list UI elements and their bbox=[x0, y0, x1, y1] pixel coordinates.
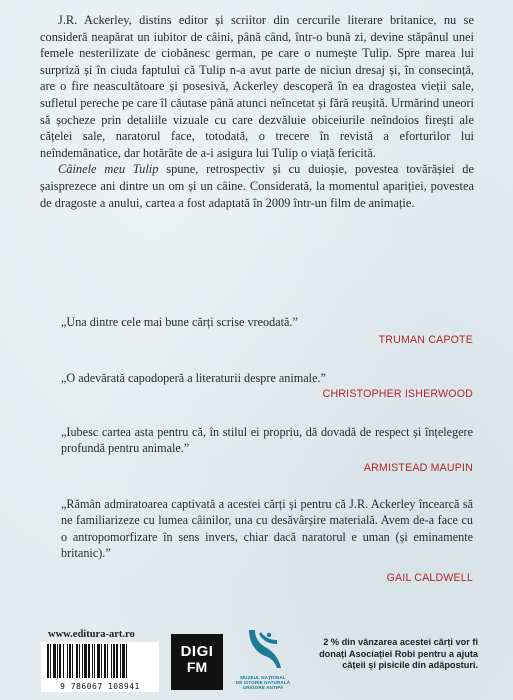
quote-1: „Una dintre cele mai bune cărți scrise vreodată.” bbox=[61, 315, 298, 329]
book-title-italic: Câinele meu Tulip bbox=[58, 162, 159, 177]
publisher-website: www.editura-art.ro bbox=[48, 629, 135, 640]
barcode-bar bbox=[72, 644, 73, 678]
barcode-bar bbox=[113, 644, 115, 678]
barcode-bar bbox=[76, 644, 78, 678]
barcode-bar bbox=[50, 644, 51, 678]
museum-emblem-icon bbox=[243, 628, 283, 670]
barcode-bar bbox=[94, 644, 95, 678]
barcode-bar bbox=[120, 644, 121, 678]
museum-name-line1: MUZEUL NAȚIONAL bbox=[240, 675, 286, 680]
barcode-bar bbox=[82, 644, 83, 678]
barcode-bar bbox=[63, 644, 64, 678]
quote-2: „O adevărată capodoperă a literaturii despre animale.” bbox=[61, 371, 326, 385]
digi-fm-logo bbox=[171, 634, 223, 690]
barcode-icon bbox=[41, 642, 159, 692]
blurb-paragraph-2-text: spune, retrospectiv și cu duioșie, povestea tovărășiei de șaisprezece ani dintre un om și un câine. Considerată, la momentul apariției, povestea de dragoste a anului, cartea a fost adaptată în 2009 într-un film de animație. bbox=[40, 162, 474, 210]
blurb-paragraph-2 bbox=[40, 161, 474, 211]
quote-1-author: TRUMAN CAPOTE bbox=[378, 334, 473, 346]
blurb-paragraph-1: J.R. Ackerley, distins editor și scriitor din cercurile literare britanice, nu se consideră neapărat un iubitor de câini, până când, într-o bună zi, devine stăpânul unei femele nesterilizate de ciobănesc german, pe care o numește Tulip. Spre marea lui surpriză și în ciuda faptului că Tulip n-a avut parte de niciun dresaj și, în consecință, are o fire neascultătoare și posesivă, Ackerley descoperă în ea dragostea vieții sale, sufletul pereche pe care îl căutase până atunci neîncetat și fără reușită. Urmărind uneori să șocheze prin detaliile vizuale cu care dezvăluie obiceiurile neîndoios firești ale cățelei sale, naratorul face, totodată, o trecere în revistă a eforturilor lui neîndemânatice, dar hotărâte de a-i asigura lui Tulip o viață fericită. bbox=[40, 13, 474, 160]
barcode-bar bbox=[126, 644, 127, 678]
isbn-number: 9 786067 108941 bbox=[41, 682, 159, 691]
museum-name-line2: DE ISTORIE NATURALĂ bbox=[235, 680, 291, 686]
quote-3: „Iubesc cartea asta pentru că, în stilul ei propriu, dă dovadă de respect și înțelegere profundă pentru animale.” bbox=[61, 425, 473, 456]
barcode-bar bbox=[88, 644, 90, 678]
barcode-bar bbox=[53, 644, 56, 678]
barcode-bar bbox=[107, 644, 108, 678]
digi-fm-line1: DIGI bbox=[180, 643, 214, 660]
quote-4: „Rămân admiratoarea captivată a acestei cărți și pentru că J.R. Ackerley încearcă să ne familiarizeze cu lumea câinilor, una cu desăvârșire materială. Avem de-a face cu o antropomorfizare în sens invers, chiar dacă naratorul e uman (și eminamente britanic).” bbox=[61, 497, 473, 561]
barcode-bar bbox=[57, 644, 58, 678]
barcode-bar bbox=[111, 644, 112, 678]
donation-note: 2 % din vânzarea acestei cărți vor fi donați Asociației Robi pentru a ajuta cățeii și pisicile din adăposturi. bbox=[319, 637, 478, 671]
barcode-bar bbox=[92, 644, 93, 678]
quote-3-author: ARMISTEAD MAUPIN bbox=[363, 462, 473, 474]
barcode-bar bbox=[116, 644, 118, 678]
barcode-bar bbox=[104, 644, 106, 678]
barcode-bar bbox=[122, 644, 125, 678]
museum-antipa-logo bbox=[233, 628, 293, 696]
barcode-bar bbox=[84, 644, 87, 678]
barcode-bar bbox=[101, 644, 102, 678]
barcode-bar bbox=[79, 644, 80, 678]
barcode-bar bbox=[59, 644, 61, 678]
barcode-bar bbox=[67, 644, 68, 678]
barcode-bar bbox=[47, 644, 49, 678]
quote-4-author: GAIL CALDWELL bbox=[386, 572, 473, 584]
barcode-bar bbox=[69, 644, 71, 678]
barcode-bars bbox=[41, 642, 159, 682]
quote-2-author: CHRISTOPHER ISHERWOOD bbox=[322, 388, 473, 400]
book-blurb bbox=[40, 12, 474, 211]
digi-fm-line2: FM bbox=[186, 659, 208, 675]
barcode-bar bbox=[97, 644, 100, 678]
museum-name-line3: GRIGORE ANTIPA bbox=[242, 685, 284, 691]
